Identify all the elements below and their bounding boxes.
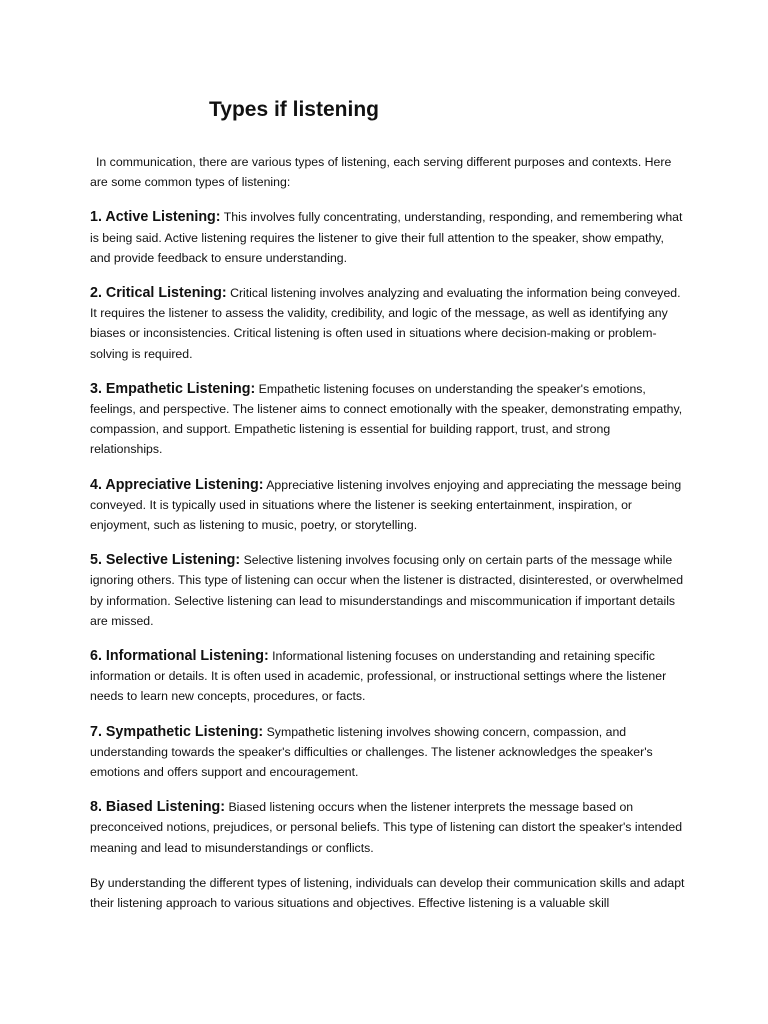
item-description: Critical listening involves analyzing and evaluating the information being conveyed. It requires the listener to assess the validity, credibility, and logic of the message, as well as identifying any biases or inconsistencies. Critical listening is often used in situations where decision-making or problem-solving is required.	[90, 286, 681, 361]
item-description: Selective listening involves focusing only on certain parts of the message while ignoring others. This type of listening can occur when the listener is distracted, disinterested, or overwhelmed by information. Selective listening can lead to misunderstandings and miscommunication if important details are missed.	[90, 553, 684, 628]
listening-type-item	[90, 722, 685, 783]
conclusion-paragraph: By understanding the different types of listening, individuals can develop their communication skills and adapt their listening approach to various situations and objectives. Effective listening is a valuable skill	[90, 875, 685, 911]
item-heading: 1. Active Listening:	[90, 209, 221, 226]
item-description: Appreciative listening involves enjoying and appreciating the message being conveyed. It is typically used in situations where the listener is seeking entertainment, inspiration, or enjoyment, such as listening to music, poetry, or storytelling.	[90, 477, 682, 533]
item-heading: 3. Empathetic Listening:	[90, 380, 256, 397]
item-description: Biased listening occurs when the listener interprets the message based on preconceived notions, prejudices, or personal beliefs. This type of listening can distort the speaker's intended meaning and lead to misunderstandings or conflicts.	[90, 800, 683, 855]
intro-paragraph: In communication, there are various types of listening, each serving different purposes and contexts. Here are some common types of listening:	[90, 155, 672, 190]
listening-type-item	[90, 550, 685, 631]
item-heading: 7. Sympathetic Listening:	[90, 723, 264, 740]
listening-type-item	[90, 475, 685, 536]
item-description: Informational listening focuses on understanding and retaining specific information or details. It is often used in academic, professional, or instructional settings where the listener needs to learn new concepts, procedures, or facts.	[90, 649, 667, 704]
listening-type-item	[90, 379, 685, 460]
item-description: Sympathetic listening involves showing concern, compassion, and understanding towards the speaker's difficulties or challenges. The listener acknowledges the speaker's emotions and offers support and encouragement.	[90, 724, 653, 780]
item-heading: 8. Biased Listening:	[90, 799, 226, 816]
listening-type-item	[90, 646, 685, 707]
item-heading: 4. Appreciative Listening:	[90, 476, 264, 493]
listening-type-item	[90, 207, 685, 268]
page-title: Types if listening	[209, 98, 379, 121]
item-heading: 2. Critical Listening:	[90, 285, 227, 302]
listening-type-item	[90, 283, 685, 364]
document-body	[90, 152, 685, 913]
item-description: Empathetic listening focuses on understanding the speaker's emotions, feelings, and perspective. The listener aims to connect emotionally with the speaker, demonstrating empathy, compassion, and support. Empathetic listening is essential for building rapport, trust, and strong relationships.	[90, 381, 683, 457]
item-heading: 5. Selective Listening:	[90, 552, 241, 569]
item-heading: 6. Informational Listening:	[90, 648, 269, 665]
item-description: This involves fully concentrating, understanding, responding, and remembering what is being said. Active listening requires the listener to give their full attention to the speaker, show empathy, and provide feedback to ensure understanding.	[90, 210, 683, 265]
listening-type-item	[90, 797, 685, 858]
